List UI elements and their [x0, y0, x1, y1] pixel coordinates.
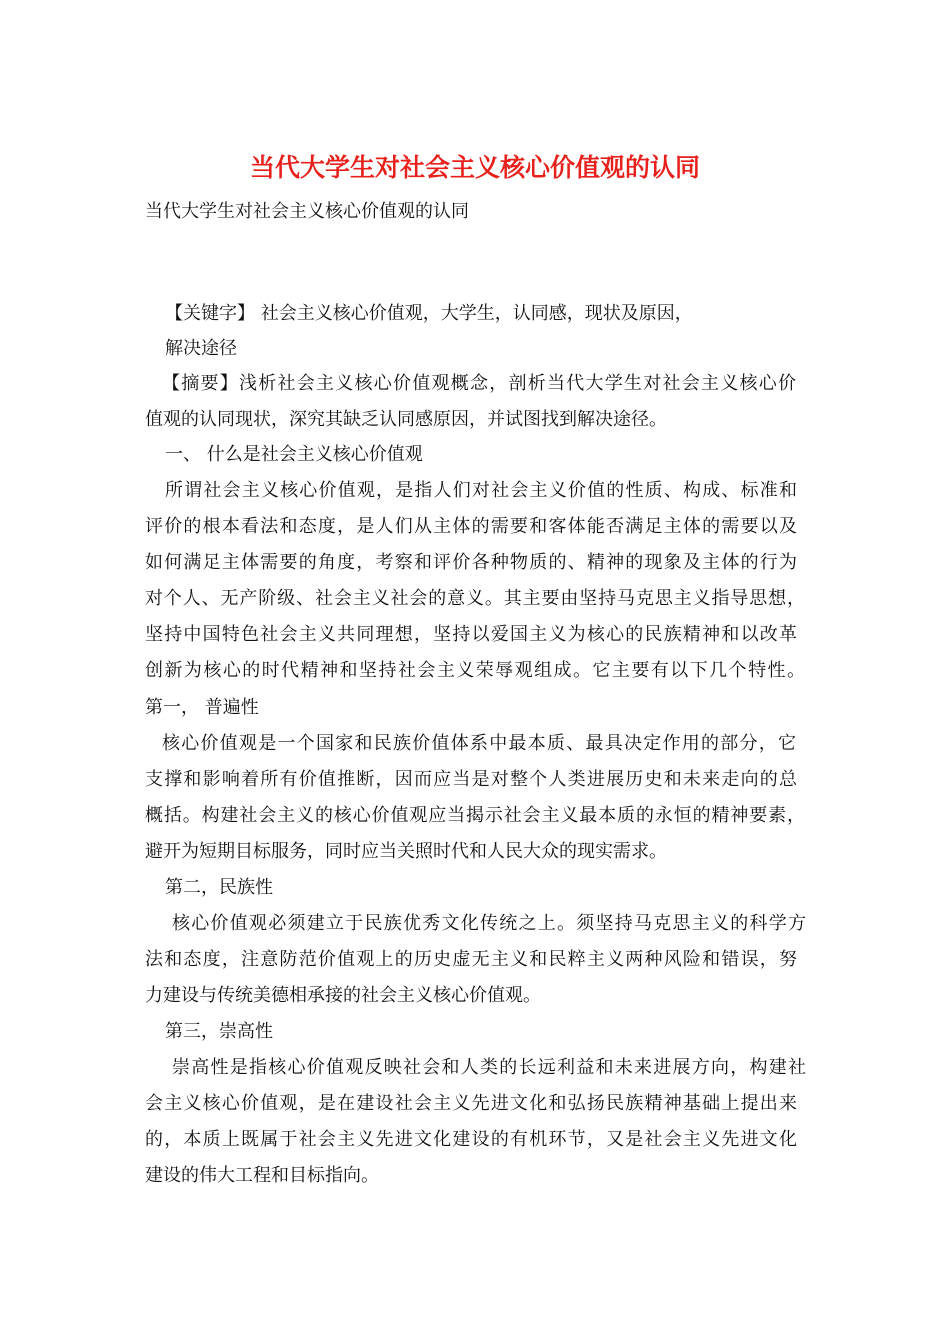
section-heading-third: 第三，崇高性: [165, 1021, 273, 1042]
paragraph-line: 评价的根本看法和态度，是人们从主体的需要和客体能否满足主体的需要以及: [145, 516, 797, 537]
keywords-line: 【关键字】 社会主义核心价值观，大学生，认同感，现状及原因，: [165, 303, 693, 324]
paragraph-line: 避开为短期目标服务，同时应当关照时代和人民大众的现实需求。: [145, 841, 667, 862]
section-heading-first: 第一， 普遍性: [145, 697, 259, 718]
paragraph-line: 力建设与传统美德相承接的社会主义核心价值观。: [145, 985, 541, 1006]
section-heading-second: 第二，民族性: [165, 877, 273, 898]
paragraph-line: 如何满足主体需要的角度，考察和评价各种物质的、精神的现象及主体的行为: [145, 552, 797, 573]
abstract-line-cont: 值观的认同现状，深究其缺乏认同感原因，并试图找到解决途径。: [145, 409, 667, 430]
paragraph-line: 概括。构建社会主义的核心价值观应当揭示社会主义最本质的永恒的精神要素，: [145, 805, 805, 826]
paragraph-line: 法和态度，注意防范价值观上的历史虚无主义和民粹主义两种风险和错误，努: [145, 949, 797, 970]
paragraph-line: 创新为核心的时代精神和坚持社会主义荣辱观组成。它主要有以下几个特性。: [145, 660, 805, 681]
paragraph-line: 坚持中国特色社会主义共同理想，坚持以爱国主义为核心的民族精神和以改革: [145, 624, 797, 645]
document-subtitle: 当代大学生对社会主义核心价值观的认同: [145, 201, 469, 222]
document-title: 当代大学生对社会主义核心价值观的认同: [249, 153, 700, 182]
paragraph-line: 支撑和影响着所有价值推断，因而应当是对整个人类进展历史和未来走向的总: [145, 769, 797, 790]
paragraph-line: 核心价值观是一个国家和民族价值体系中最本质、最具决定作用的部分，它: [162, 733, 796, 754]
paragraph-line: 会主义核心价值观，是在建设社会主义先进文化和弘扬民族精神基础上提出来: [145, 1093, 797, 1114]
paragraph-line: 的，本质上既属于社会主义先进文化建设的有机环节，又是社会主义先进文化: [145, 1129, 797, 1150]
abstract-line: 【摘要】浅析社会主义核心价值观概念，剖析当代大学生对社会主义核心价: [162, 373, 796, 394]
paragraph-line: 崇高性是指核心价值观反映社会和人类的长远利益和未来进展方向，构建社: [172, 1057, 806, 1078]
paragraph-line: 对个人、无产阶级、社会主义社会的意义。其主要由坚持马克思主义指导思想，: [145, 588, 805, 609]
paragraph-line: 核心价值观必须建立于民族优秀文化传统之上。须坚持马克思主义的科学方: [172, 913, 806, 934]
paragraph-line: 所谓社会主义核心价值观，是指人们对社会主义价值的性质、构成、标准和: [165, 480, 797, 501]
keywords-line-cont: 解决途径: [165, 338, 237, 359]
paragraph-line: 建设的伟大工程和目标指向。: [145, 1165, 379, 1186]
section-heading-1: 一、 什么是社会主义核心价值观: [165, 444, 423, 465]
